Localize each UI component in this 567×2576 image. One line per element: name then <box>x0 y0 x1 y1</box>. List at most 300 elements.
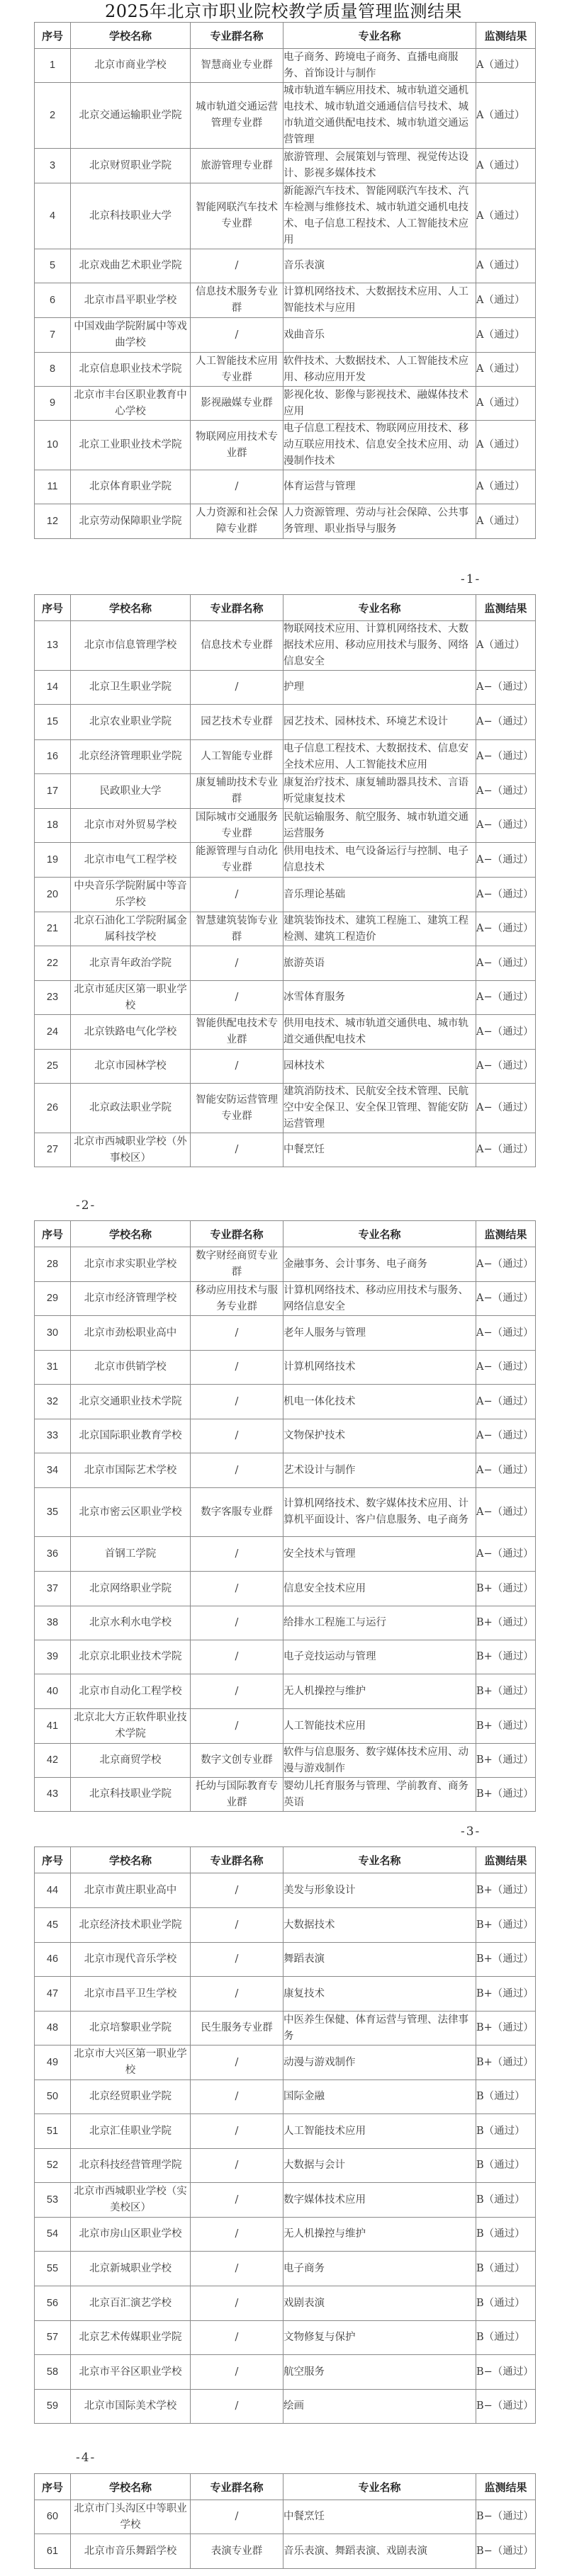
major-names-cell: 大数据技术 <box>284 1908 476 1943</box>
specialty-group-cell: 智慧建筑装饰专业群 <box>191 912 284 946</box>
row-number-cell: 57 <box>35 2321 71 2355</box>
major-names-cell: 电子商务、跨境电子商务、直播电商服务、首饰设计与制作 <box>284 49 476 83</box>
school-name-cell: 北京戏曲艺术职业学院 <box>71 249 191 283</box>
specialty-group-cell: / <box>191 470 284 504</box>
school-name-cell: 北京新城职业学校 <box>71 2252 191 2286</box>
school-name-cell: 北京汇佳职业学院 <box>71 2114 191 2149</box>
major-names-cell: 计算机网络技术、数字媒体技术应用、计算机平面设计、客户信息服务、电子商务 <box>284 1488 476 1537</box>
table-row <box>35 2321 536 2355</box>
school-name-cell: 北京艺术传媒职业学院 <box>71 2321 191 2355</box>
monitoring-result-cell: A−（通过） <box>476 912 536 946</box>
school-name-cell: 北京信息职业技术学院 <box>71 353 191 387</box>
monitoring-result-cell: A（通过） <box>476 83 536 149</box>
table-row <box>35 809 536 843</box>
results-table-page-1 <box>34 22 536 539</box>
monitoring-result-cell: B+（通过） <box>476 1709 536 1744</box>
school-name-cell: 北京网络职业学院 <box>71 1572 191 1606</box>
school-name-cell: 北京劳动保障职业学院 <box>71 504 191 539</box>
row-number-cell: 29 <box>35 1282 71 1316</box>
school-name-cell: 北京青年政治学院 <box>71 946 191 981</box>
monitoring-result-cell: A−（通过） <box>476 740 536 774</box>
specialty-group-cell: 数字财经商贸专业群 <box>191 1247 284 1282</box>
monitoring-result-cell: A−（通过） <box>476 1084 536 1133</box>
specialty-group-cell: 城市轨道交通运营管理专业群 <box>191 83 284 149</box>
table-row <box>35 2355 536 2390</box>
table-row <box>35 2080 536 2114</box>
column-header-monitoring-result: 监测结果 <box>476 1847 536 1873</box>
row-number-cell: 49 <box>35 2046 71 2080</box>
table-row <box>35 283 536 318</box>
monitoring-result-cell: A−（通过） <box>476 809 536 843</box>
row-number-cell: 22 <box>35 946 71 981</box>
row-number-cell: 4 <box>35 183 71 249</box>
major-names-cell: 无人机操控与维护 <box>284 1674 476 1709</box>
column-header-school-name: 学校名称 <box>71 23 191 49</box>
major-names-cell: 园林技术 <box>284 1050 476 1084</box>
major-names-cell: 信息安全技术应用 <box>284 1572 476 1606</box>
major-names-cell: 计算机网络技术 <box>284 1351 476 1385</box>
school-name-cell: 北京京北职业技术学院 <box>71 1640 191 1674</box>
major-names-cell: 戏曲音乐 <box>284 318 476 353</box>
school-name-cell: 北京国际职业教育学校 <box>71 1419 191 1453</box>
monitoring-result-cell: A−（通过） <box>476 1385 536 1419</box>
table-row <box>35 1453 536 1488</box>
major-names-cell: 人工智能技术应用 <box>284 2114 476 2149</box>
document-title: 2025年北京市职业院校教学质量管理监测结果 <box>104 1 463 21</box>
major-names-cell: 供用电技术、城市轨道交通供电、城市轨道交通供配电技术 <box>284 1015 476 1050</box>
results-table-page-2 <box>34 594 536 1167</box>
table-row <box>35 1674 536 1709</box>
major-names-cell: 园艺技术、园林技术、环境艺术设计 <box>284 705 476 740</box>
column-header-major-names: 专业名称 <box>284 1847 476 1873</box>
table-row <box>35 49 536 83</box>
monitoring-result-cell: B（通过） <box>476 2080 536 2114</box>
school-name-cell: 北京科技职业学院 <box>71 1778 191 1812</box>
results-table-page-5 <box>34 2473 536 2569</box>
major-names-cell: 计算机网络技术、大数据技术应用、人工智能技术与应用 <box>284 283 476 318</box>
column-header-specialty-group: 专业群名称 <box>191 23 284 49</box>
row-number-cell: 59 <box>35 2390 71 2424</box>
monitoring-result-cell: A（通过） <box>476 49 536 83</box>
row-number-cell: 7 <box>35 318 71 353</box>
table-row <box>35 705 536 740</box>
row-number-cell: 37 <box>35 1572 71 1606</box>
school-name-cell: 北京市门头沟区中等职业学校 <box>71 2500 191 2534</box>
specialty-group-cell: / <box>191 671 284 705</box>
row-number-cell: 15 <box>35 705 71 740</box>
specialty-group-cell: 智能网联汽车技术专业群 <box>191 183 284 249</box>
specialty-group-cell: / <box>191 1351 284 1385</box>
table-row <box>35 1084 536 1133</box>
specialty-group-cell: 影视融媒专业群 <box>191 387 284 421</box>
row-number-cell: 1 <box>35 49 71 83</box>
table-row <box>35 1282 536 1316</box>
table-row <box>35 2252 536 2286</box>
specialty-group-cell: 人力资源和社会保障专业群 <box>191 504 284 539</box>
specialty-group-cell: 物联网应用技术专业群 <box>191 421 284 470</box>
major-names-cell: 护理 <box>284 671 476 705</box>
major-names-cell: 人工智能技术应用 <box>284 1709 476 1744</box>
major-names-cell: 机电一体化技术 <box>284 1385 476 1419</box>
row-number-cell: 2 <box>35 83 71 149</box>
table-row <box>35 183 536 249</box>
major-names-cell: 中餐烹饪 <box>284 1133 476 1167</box>
monitoring-result-cell: B+（通过） <box>476 1606 536 1640</box>
row-number-cell: 11 <box>35 470 71 504</box>
monitoring-result-cell: B（通过） <box>476 2252 536 2286</box>
row-number-cell: 44 <box>35 1873 71 1908</box>
row-number-cell: 43 <box>35 1778 71 1812</box>
monitoring-result-cell: B+（通过） <box>476 2012 536 2046</box>
row-number-cell: 16 <box>35 740 71 774</box>
school-name-cell: 北京农业职业学院 <box>71 705 191 740</box>
monitoring-result-cell: B（通过） <box>476 2183 536 2218</box>
monitoring-result-cell: B（通过） <box>476 2149 536 2183</box>
school-name-cell: 北京商贸学校 <box>71 1744 191 1778</box>
table-row <box>35 2114 536 2149</box>
school-name-cell: 北京市平谷区职业学校 <box>71 2355 191 2390</box>
monitoring-result-cell: A−（通过） <box>476 671 536 705</box>
row-number-cell: 42 <box>35 1744 71 1778</box>
table-header-row <box>35 1221 536 1247</box>
table-row <box>35 671 536 705</box>
school-name-cell: 北京市音乐舞蹈学校 <box>71 2534 191 2569</box>
table-row <box>35 740 536 774</box>
school-name-cell: 北京市国际艺术学校 <box>71 1453 191 1488</box>
monitoring-result-cell: B−（通过） <box>476 2355 536 2390</box>
row-number-cell: 20 <box>35 878 71 912</box>
major-names-cell: 美发与形象设计 <box>284 1873 476 1908</box>
specialty-group-cell: / <box>191 1640 284 1674</box>
specialty-group-cell: 智能安防运营管理专业群 <box>191 1084 284 1133</box>
table-row <box>35 1977 536 2012</box>
monitoring-result-cell: A（通过） <box>476 318 536 353</box>
table-row <box>35 421 536 470</box>
major-names-cell: 音乐表演 <box>284 249 476 283</box>
row-number-cell: 36 <box>35 1537 71 1572</box>
row-number-cell: 54 <box>35 2218 71 2252</box>
table-row <box>35 878 536 912</box>
school-name-cell: 北京石油化工学院附属金属科技学校 <box>71 912 191 946</box>
column-header-school-name: 学校名称 <box>71 1847 191 1873</box>
monitoring-result-cell: A（通过） <box>476 249 536 283</box>
major-names-cell: 计算机网络技术、移动应用技术与服务、网络信息安全 <box>284 1282 476 1316</box>
table-row <box>35 1640 536 1674</box>
table-row <box>35 1744 536 1778</box>
table-row <box>35 1351 536 1385</box>
specialty-group-cell: / <box>191 1977 284 2012</box>
row-number-cell: 14 <box>35 671 71 705</box>
school-name-cell: 北京市经济管理学校 <box>71 1282 191 1316</box>
specialty-group-cell: / <box>191 1606 284 1640</box>
monitoring-result-cell: A−（通过） <box>476 1133 536 1167</box>
row-number-cell: 25 <box>35 1050 71 1084</box>
specialty-group-cell: / <box>191 1385 284 1419</box>
major-names-cell: 艺术设计与制作 <box>284 1453 476 1488</box>
table-row <box>35 774 536 809</box>
school-name-cell: 北京市国际美术学校 <box>71 2390 191 2424</box>
table-row <box>35 353 536 387</box>
specialty-group-cell: 康复辅助技术专业群 <box>191 774 284 809</box>
row-number-cell: 6 <box>35 283 71 318</box>
specialty-group-cell: 数字客服专业群 <box>191 1488 284 1537</box>
monitoring-result-cell: A（通过） <box>476 504 536 539</box>
row-number-cell: 31 <box>35 1351 71 1385</box>
row-number-cell: 61 <box>35 2534 71 2569</box>
major-names-cell: 数字媒体技术应用 <box>284 2183 476 2218</box>
specialty-group-cell: / <box>191 2500 284 2534</box>
monitoring-result-cell: B−（通过） <box>476 2500 536 2534</box>
major-names-cell: 安全技术与管理 <box>284 1537 476 1572</box>
school-name-cell: 北京经济管理职业学院 <box>71 740 191 774</box>
school-name-cell: 民政职业大学 <box>71 774 191 809</box>
row-number-cell: 3 <box>35 149 71 183</box>
major-names-cell: 影视化妆、影像与影视技术、融媒体技术应用 <box>284 387 476 421</box>
monitoring-result-cell: A−（通过） <box>476 1282 536 1316</box>
column-header-specialty-group: 专业群名称 <box>191 2474 284 2500</box>
major-names-cell: 电子商务 <box>284 2252 476 2286</box>
specialty-group-cell: / <box>191 1453 284 1488</box>
table-row <box>35 1385 536 1419</box>
row-number-cell: 33 <box>35 1419 71 1453</box>
school-name-cell: 北京市昌平职业学校 <box>71 283 191 318</box>
school-name-cell: 北京市现代音乐学校 <box>71 1943 191 1977</box>
school-name-cell: 北京经济技术职业学院 <box>71 1908 191 1943</box>
row-number-cell: 50 <box>35 2080 71 2114</box>
specialty-group-cell: 民生服务专业群 <box>191 2012 284 2046</box>
row-number-cell: 12 <box>35 504 71 539</box>
monitoring-result-cell: B+（通过） <box>476 1943 536 1977</box>
school-name-cell: 北京水利水电学校 <box>71 1606 191 1640</box>
results-table-page-4 <box>34 1846 536 2424</box>
monitoring-result-cell: A−（通过） <box>476 1351 536 1385</box>
table-row <box>35 1015 536 1050</box>
major-names-cell: 物联网技术应用、计算机网络技术、大数据技术应用、移动应用技术与服务、网络信息安全 <box>284 621 476 671</box>
specialty-group-cell: / <box>191 249 284 283</box>
table-row <box>35 83 536 149</box>
row-number-cell: 38 <box>35 1606 71 1640</box>
row-number-cell: 8 <box>35 353 71 387</box>
column-header-specialty-group: 专业群名称 <box>191 1221 284 1247</box>
school-name-cell: 北京经贸职业学院 <box>71 2080 191 2114</box>
column-header-major-names: 专业名称 <box>284 23 476 49</box>
table-row <box>35 1419 536 1453</box>
row-number-cell: 41 <box>35 1709 71 1744</box>
column-header-school-name: 学校名称 <box>71 595 191 621</box>
page-number: -2- <box>76 1198 96 1213</box>
row-number-cell: 19 <box>35 843 71 878</box>
major-names-cell: 建筑装饰技术、建筑工程施工、建筑工程检测、建筑工程造价 <box>284 912 476 946</box>
column-header-row-number: 序号 <box>35 1221 71 1247</box>
row-number-cell: 52 <box>35 2149 71 2183</box>
major-names-cell: 航空服务 <box>284 2355 476 2390</box>
row-number-cell: 45 <box>35 1908 71 1943</box>
row-number-cell: 40 <box>35 1674 71 1709</box>
row-number-cell: 18 <box>35 809 71 843</box>
row-number-cell: 24 <box>35 1015 71 1050</box>
major-names-cell: 旅游管理、会展策划与管理、视觉传达设计、影视多媒体技术 <box>284 149 476 183</box>
specialty-group-cell: / <box>191 1873 284 1908</box>
monitoring-result-cell: A−（通过） <box>476 981 536 1015</box>
table-row <box>35 387 536 421</box>
monitoring-result-cell: B（通过） <box>476 2114 536 2149</box>
column-header-major-names: 专业名称 <box>284 595 476 621</box>
row-number-cell: 27 <box>35 1133 71 1167</box>
specialty-group-cell: / <box>191 1709 284 1744</box>
row-number-cell: 60 <box>35 2500 71 2534</box>
specialty-group-cell: / <box>191 2149 284 2183</box>
specialty-group-cell: / <box>191 1572 284 1606</box>
table-row <box>35 1943 536 1977</box>
table-row <box>35 1873 536 1908</box>
monitoring-result-cell: B（通过） <box>476 2321 536 2355</box>
column-header-monitoring-result: 监测结果 <box>476 1221 536 1247</box>
school-name-cell: 北京市大兴区第一职业学校 <box>71 2046 191 2080</box>
specialty-group-cell: 能源管理与自动化专业群 <box>191 843 284 878</box>
specialty-group-cell: 信息技术专业群 <box>191 621 284 671</box>
column-header-specialty-group: 专业群名称 <box>191 595 284 621</box>
column-header-major-names: 专业名称 <box>284 2474 476 2500</box>
column-header-school-name: 学校名称 <box>71 2474 191 2500</box>
table-row <box>35 2218 536 2252</box>
major-names-cell: 金融事务、会计事务、电子商务 <box>284 1247 476 1282</box>
major-names-cell: 康复治疗技术、康复辅助器具技术、言语听觉康复技术 <box>284 774 476 809</box>
school-name-cell: 北京科技经营管理学院 <box>71 2149 191 2183</box>
specialty-group-cell: / <box>191 1050 284 1084</box>
school-name-cell: 北京北大方正软件职业技术学院 <box>71 1709 191 1744</box>
specialty-group-cell: 数字文创专业群 <box>191 1744 284 1778</box>
specialty-group-cell: 信息技术服务专业群 <box>191 283 284 318</box>
row-number-cell: 5 <box>35 249 71 283</box>
monitoring-result-cell: B−（通过） <box>476 2390 536 2424</box>
major-names-cell: 体育运营与管理 <box>284 470 476 504</box>
major-names-cell: 戏剧表演 <box>284 2286 476 2321</box>
monitoring-result-cell: A（通过） <box>476 149 536 183</box>
row-number-cell: 32 <box>35 1385 71 1419</box>
school-name-cell: 北京交通职业技术学院 <box>71 1385 191 1419</box>
school-name-cell: 北京市西城职业学校（外事校区） <box>71 1133 191 1167</box>
major-names-cell: 建筑消防技术、民航安全技术管理、民航空中安全保卫、安全保卫管理、智能安防运营管理 <box>284 1084 476 1133</box>
major-names-cell: 软件与信息服务、数字媒体技术应用、动漫与游戏制作 <box>284 1744 476 1778</box>
school-name-cell: 北京市商业学校 <box>71 49 191 83</box>
row-number-cell: 23 <box>35 981 71 1015</box>
monitoring-result-cell: B+（通过） <box>476 1744 536 1778</box>
row-number-cell: 13 <box>35 621 71 671</box>
school-name-cell: 北京卫生职业学院 <box>71 671 191 705</box>
monitoring-result-cell: B+（通过） <box>476 1778 536 1812</box>
row-number-cell: 39 <box>35 1640 71 1674</box>
specialty-group-cell: / <box>191 2114 284 2149</box>
major-names-cell: 文物保护技术 <box>284 1419 476 1453</box>
specialty-group-cell: / <box>191 2080 284 2114</box>
row-number-cell: 53 <box>35 2183 71 2218</box>
monitoring-result-cell: B（通过） <box>476 2286 536 2321</box>
major-names-cell: 国际金融 <box>284 2080 476 2114</box>
monitoring-result-cell: A−（通过） <box>476 1488 536 1537</box>
monitoring-result-cell: A−（通过） <box>476 1419 536 1453</box>
major-names-cell: 人力资源管理、劳动与社会保障、公共事务管理、职业指导与服务 <box>284 504 476 539</box>
monitoring-result-cell: A−（通过） <box>476 1050 536 1084</box>
row-number-cell: 48 <box>35 2012 71 2046</box>
major-names-cell: 中餐烹饪 <box>284 2500 476 2534</box>
specialty-group-cell: 园艺技术专业群 <box>191 705 284 740</box>
major-names-cell: 中医养生保健、体育运营与管理、法律事务 <box>284 2012 476 2046</box>
monitoring-result-cell: A−（通过） <box>476 946 536 981</box>
table-row <box>35 2183 536 2218</box>
monitoring-result-cell: A−（通过） <box>476 1316 536 1351</box>
school-name-cell: 北京市园林学校 <box>71 1050 191 1084</box>
table-row <box>35 470 536 504</box>
specialty-group-cell: / <box>191 2321 284 2355</box>
monitoring-result-cell: A（通过） <box>476 283 536 318</box>
specialty-group-cell: / <box>191 1674 284 1709</box>
school-name-cell: 北京市对外贸易学校 <box>71 809 191 843</box>
column-header-row-number: 序号 <box>35 23 71 49</box>
column-header-row-number: 序号 <box>35 1847 71 1873</box>
school-name-cell: 北京市房山区职业学校 <box>71 2218 191 2252</box>
monitoring-result-cell: B+（通过） <box>476 2046 536 2080</box>
major-names-cell: 民航运输服务、航空服务、城市轨道交通运营服务 <box>284 809 476 843</box>
major-names-cell: 电子信息工程技术、物联网应用技术、移动互联应用技术、信息安全技术应用、动漫制作技术 <box>284 421 476 470</box>
specialty-group-cell: / <box>191 2355 284 2390</box>
specialty-group-cell: 托幼与国际教育专业群 <box>191 1778 284 1812</box>
school-name-cell: 北京政法职业学院 <box>71 1084 191 1133</box>
monitoring-result-cell: A−（通过） <box>476 1537 536 1572</box>
table-row <box>35 1606 536 1640</box>
school-name-cell: 北京市黄庄职业高中 <box>71 1873 191 1908</box>
specialty-group-cell: / <box>191 981 284 1015</box>
school-name-cell: 北京市电气工程学校 <box>71 843 191 878</box>
column-header-monitoring-result: 监测结果 <box>476 595 536 621</box>
monitoring-result-cell: B+（通过） <box>476 1572 536 1606</box>
school-name-cell: 北京市昌平卫生学校 <box>71 1977 191 2012</box>
specialty-group-cell: 人工智能专业群 <box>191 740 284 774</box>
major-names-cell: 电子竞技运动与管理 <box>284 1640 476 1674</box>
school-name-cell: 北京培黎职业学院 <box>71 2012 191 2046</box>
school-name-cell: 北京市求实职业学校 <box>71 1247 191 1282</box>
major-names-cell: 城市轨道车辆应用技术、城市轨道交通机电技术、城市轨道交通通信信号技术、城市轨道交通供配电技术、城市轨道交通运营管理 <box>284 83 476 149</box>
specialty-group-cell: 人工智能技术应用专业群 <box>191 353 284 387</box>
specialty-group-cell: / <box>191 878 284 912</box>
table-header-row <box>35 23 536 49</box>
school-name-cell: 北京工业职业技术学院 <box>71 421 191 470</box>
specialty-group-cell: / <box>191 2046 284 2080</box>
row-number-cell: 30 <box>35 1316 71 1351</box>
monitoring-result-cell: B（通过） <box>476 2218 536 2252</box>
table-header-row <box>35 2474 536 2500</box>
monitoring-result-cell: A−（通过） <box>476 1015 536 1050</box>
major-names-cell: 无人机操控与维护 <box>284 2218 476 2252</box>
school-name-cell: 中央音乐学院附属中等音乐学校 <box>71 878 191 912</box>
row-number-cell: 51 <box>35 2114 71 2149</box>
table-row <box>35 1572 536 1606</box>
specialty-group-cell: / <box>191 1943 284 1977</box>
monitoring-result-cell: B+（通过） <box>476 1977 536 2012</box>
monitoring-result-cell: A（通过） <box>476 353 536 387</box>
major-names-cell: 音乐理论基础 <box>284 878 476 912</box>
specialty-group-cell: 旅游管理专业群 <box>191 149 284 183</box>
school-name-cell: 北京市丰台区职业教育中心学校 <box>71 387 191 421</box>
major-names-cell: 婴幼儿托育服务与管理、学前教育、商务英语 <box>284 1778 476 1812</box>
major-names-cell: 康复技术 <box>284 1977 476 2012</box>
table-row <box>35 981 536 1015</box>
monitoring-result-cell: A（通过） <box>476 183 536 249</box>
row-number-cell: 10 <box>35 421 71 470</box>
row-number-cell: 28 <box>35 1247 71 1282</box>
column-header-specialty-group: 专业群名称 <box>191 1847 284 1873</box>
table-header-row <box>35 1847 536 1873</box>
table-row <box>35 318 536 353</box>
